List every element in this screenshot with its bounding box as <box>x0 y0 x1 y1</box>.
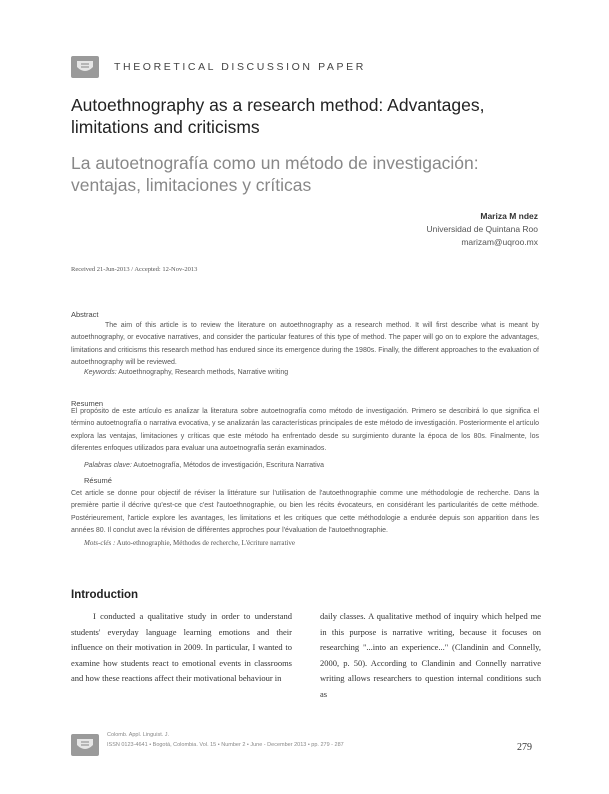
shield-emblem-icon <box>75 59 95 75</box>
keywords-label: Keywords: <box>84 369 117 376</box>
article-title-spanish: La autoetnografía como un método de investigación: ventajas, limitaciones y críticas <box>71 153 479 195</box>
resumen-text: El propósito de este artículo es analizar la literatura sobre autoetnografía como método de investigación. Primero se describirá lo que significa el término autoetnografía o narrativa evocativa, y se analizarán las características principales de este método de investigación. Posteriormente el artículo explora las ventajas, limitaciones y críticas que este método ha enfrentado desde su surgimiento durante la época de los 80s. Finalmente, los diferentes enfoques utilizados para evaluar una autoetnografía serán examinados. <box>71 408 539 452</box>
keywords-value: Auto-ethnographie, Méthodes de recherche, L'écriture narrative <box>116 539 295 547</box>
page-number: 279 <box>517 742 532 753</box>
footer-logo <box>71 734 99 756</box>
keywords-french <box>84 539 295 547</box>
keywords-spanish <box>84 462 324 469</box>
resumen-heading: Resumen <box>71 399 104 408</box>
journal-logo <box>71 56 99 78</box>
section-label: THEORETICAL DISCUSSION PAPER <box>114 61 366 73</box>
keywords-english <box>84 369 288 376</box>
author-affiliation: Universidad de Quintana Roo <box>426 224 538 234</box>
shield-emblem-icon <box>75 737 95 753</box>
introduction-heading: Introduction <box>71 589 139 601</box>
keywords-label: Palabras clave: <box>84 462 132 469</box>
resume-text: Cet article se donne pour objectif de réviser la littérature sur l'utilisation de l'autoethnographie comme une méthodologie de recherche. Dans la première partie il décrive qu'est-ce que c'est l'autoethnographie, ou bien les récits évocateurs, en considérant les particularités de cette méthode. Postérieurement, l'article explore les avantages, les limitations et les critiques que cette méthodologie a endurée depuis son apparition dans les années 80. Il conclut avec la révision de différentes approches pour l'évaluation de l'autoethnographie. <box>71 490 539 534</box>
resume-heading: Résumé <box>84 476 112 485</box>
keywords-value: Autoethnography, Research methods, Narrative writing <box>118 369 289 376</box>
author-name: Mariza M ndez <box>480 211 538 221</box>
author-email[interactable]: marizam@uqroo.mx <box>461 237 538 247</box>
keywords-value: Autoetnografía, Métodos de investigación, Escritura Narrativa <box>133 462 325 469</box>
received-accepted-dates: Received 21-Jun-2013 / Accepted: 12-Nov-2013 <box>71 266 198 273</box>
keywords-label: Mots-clés : <box>84 539 116 547</box>
body-column-right: daily classes. A qualitative method of inquiry which helped me in this purpose is narrative writing, because it focuses on researching "...into an experience..." (Clandinin and Connelly, 2000, p. 50). According to Clandinin and Connelly narrative writing allows researchers to question internal conditions such as <box>320 611 541 699</box>
body-column-left: I conducted a qualitative study in order to understand students' everyday language learning emotions and their influence on their motivation in 2009. In particular, I wanted to examine how students react to emotional events in classrooms and how these reactions affect their motivational behaviour in <box>71 611 292 683</box>
footer-journal-name: Colomb. Appl. Linguist. J. <box>107 732 170 738</box>
abstract-text: The aim of this article is to review the literature on autoethnography as a research method. It will first describe what is meant by autoethnography, or evocative narratives, and consider the particular features of this type of method. The paper will go on to explore the advantages, limitations and criticisms this research method has endured since its emergence during the 1980s. Finally, the different approaches to the evaluation of autoethnography will be reviewed. <box>71 322 539 366</box>
abstract-heading: Abstract <box>71 310 99 319</box>
article-title-english: Autoethnography as a research method: Advantages, limitations and criticisms <box>71 95 485 137</box>
footer-issue-info: ISSN 0123-4641 • Bogotá, Colombia. Vol. 15 • Number 2 • June - December 2013 • pp. 279 - 287 <box>107 742 344 748</box>
